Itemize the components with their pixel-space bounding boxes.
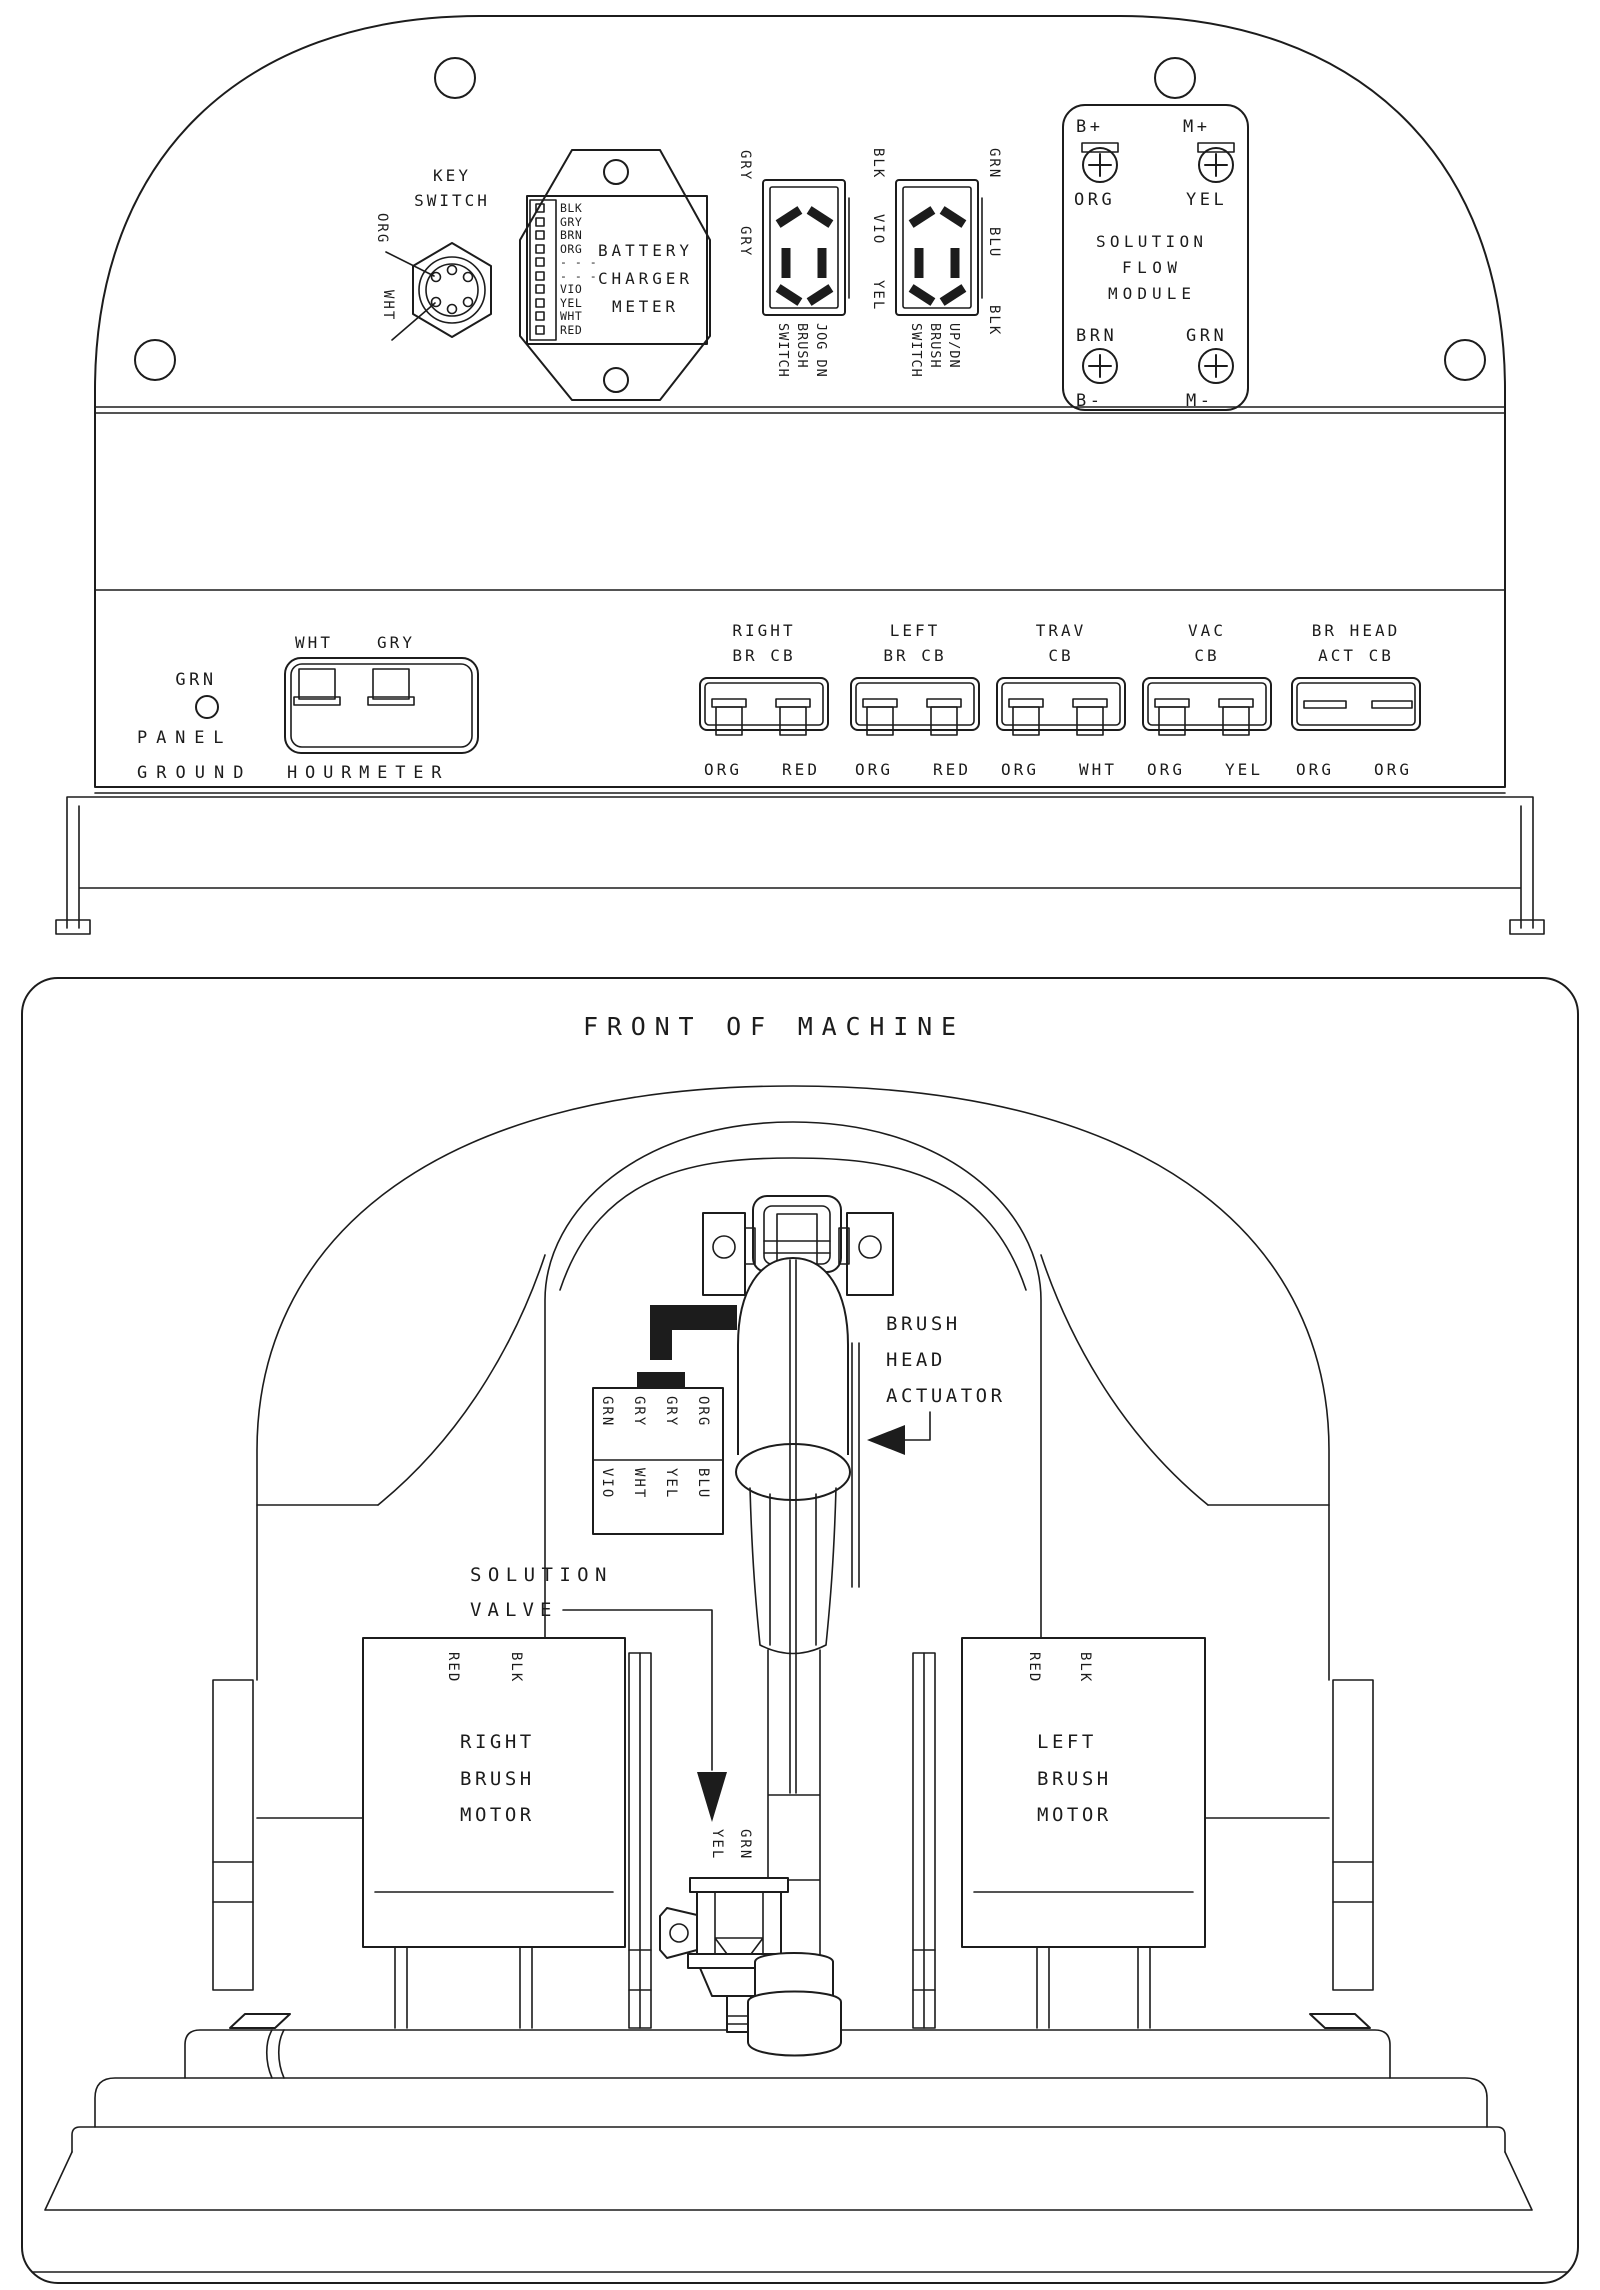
connector-stub — [637, 1372, 685, 1388]
breaker-wire-1: ORG — [1296, 760, 1334, 779]
connector-wire: GRY — [631, 1396, 647, 1428]
switch-body — [763, 180, 845, 315]
switch-wire: YEL — [870, 280, 886, 312]
meter-title-3: METER — [612, 297, 678, 316]
module-wire: BRN — [1076, 326, 1118, 346]
ground-stud — [196, 696, 218, 718]
right-brush-motor — [363, 1638, 625, 2028]
meter-pin-label: BLK — [560, 201, 583, 215]
brush-head-actuator — [593, 1196, 1006, 1958]
breaker-trav-cb — [997, 621, 1125, 779]
actuator-leader — [905, 1412, 930, 1440]
key-switch-label-1: KEY — [433, 166, 471, 185]
key-switch-wire-org: ORG — [374, 213, 390, 245]
meter-pin-label: WHT — [560, 309, 583, 323]
actuator-upper-body — [738, 1258, 848, 1455]
meter-pin-strip — [530, 200, 556, 340]
key-switch-face — [426, 264, 478, 316]
switch-name-word: BRUSH — [794, 323, 810, 369]
updn-brush-switch — [870, 148, 1002, 378]
motor-wire: BLK — [508, 1652, 524, 1684]
breaker-name-2: CB — [1048, 646, 1074, 665]
module-post: M+ — [1183, 117, 1211, 137]
actuator-callout-1: BRUSH — [886, 1313, 961, 1335]
key-switch-pin — [464, 273, 473, 282]
switch-wire: VIO — [870, 214, 886, 246]
switch-wire: GRY — [737, 150, 753, 182]
connector-wire: GRN — [599, 1396, 615, 1428]
meter-pin-contacts — [536, 204, 544, 334]
module-title-1: SOLUTION — [1096, 232, 1206, 251]
meter-pin-label: RED — [560, 323, 583, 337]
switch-name-word: UP/DN — [946, 323, 962, 369]
key-switch-wire-wht: WHT — [380, 290, 396, 322]
valve-callout-2: VALVE — [470, 1599, 555, 1621]
hourmeter-terminal — [373, 669, 409, 699]
switch-name-word: JOG DN — [813, 323, 829, 378]
connector-wire: WHT — [631, 1468, 647, 1500]
meter-pin-label: - - - — [560, 255, 598, 269]
actuator-callout-3: ACTUATOR — [886, 1385, 1006, 1407]
mounting-hole — [435, 58, 475, 98]
hourmeter-terminal — [299, 669, 335, 699]
valve-arrow — [697, 1772, 727, 1822]
switch-pins — [776, 206, 834, 306]
meter-pin-label: YEL — [560, 296, 583, 310]
breaker-vac-cb — [1143, 621, 1271, 779]
valve-wire: GRN — [737, 1829, 753, 1861]
breaker-name-1: TRAV — [1035, 621, 1087, 640]
connector-wire: VIO — [599, 1468, 615, 1500]
breaker-name-2: BR CB — [732, 646, 796, 665]
motor-wire: BLK — [1077, 1652, 1093, 1684]
meter-title-2: CHARGER — [598, 269, 692, 288]
key-switch-pin — [448, 305, 457, 314]
breaker-wire-1: ORG — [1147, 760, 1185, 779]
hourmeter-label: HOURMETER — [287, 763, 445, 783]
breaker-wire-1: ORG — [1001, 760, 1039, 779]
breaker-name-2: ACT CB — [1318, 646, 1394, 665]
connector-wire: ORG — [695, 1396, 711, 1428]
switch-pins — [909, 206, 967, 306]
ground-wire: GRN — [175, 670, 217, 690]
motor-body — [962, 1638, 1205, 1947]
meter-pin-label: ORG — [560, 242, 583, 256]
motor-wire: RED — [1026, 1652, 1042, 1684]
key-switch-pin — [432, 273, 441, 282]
hourmeter-wire: WHT — [295, 633, 333, 652]
switch-name-word: SWITCH — [775, 323, 791, 378]
meter-pin-label: - - - — [560, 269, 598, 283]
key-switch-pin — [464, 298, 473, 307]
valve-mount-ear — [660, 1908, 697, 1958]
front-of-machine-view — [22, 978, 1578, 2283]
module-title-2: FLOW — [1122, 258, 1180, 277]
connector-wire: GRY — [663, 1396, 679, 1428]
meter-pin-label: VIO — [560, 282, 583, 296]
module-wire: ORG — [1074, 190, 1116, 210]
deck-latch — [230, 2014, 290, 2028]
motor-label-1: RIGHT — [460, 1731, 535, 1753]
module-post: B+ — [1076, 117, 1104, 137]
module-wire: YEL — [1186, 190, 1228, 210]
hourmeter-wire: GRY — [377, 633, 415, 652]
breaker-br-head-act-cb — [1292, 621, 1420, 779]
breaker-name-1: LEFT — [889, 621, 941, 640]
actuator-arrow — [867, 1425, 905, 1455]
valve-wire: YEL — [709, 1829, 725, 1861]
bracket-foot — [56, 920, 90, 934]
mount-ear — [847, 1213, 893, 1295]
breaker-wire-1: ORG — [855, 760, 893, 779]
motor-label-2: BRUSH — [460, 1768, 535, 1790]
breaker-right-br-cb — [700, 621, 828, 779]
actuator-foot — [748, 1953, 841, 2056]
breaker-wire-2: ORG — [1374, 760, 1412, 779]
module-title-3: MODULE — [1108, 284, 1194, 303]
left-brush-motor — [962, 1638, 1205, 2028]
jog-dn-brush-switch — [737, 150, 849, 378]
ground-label-2: GROUND — [137, 763, 247, 783]
motor-body — [363, 1638, 625, 1947]
motor-wire: RED — [445, 1652, 461, 1684]
meter-screw-hole — [604, 368, 628, 392]
motor-label-1: LEFT — [1037, 1731, 1097, 1753]
breaker-name-1: VAC — [1188, 621, 1226, 640]
breaker-wire-1: ORG — [704, 760, 742, 779]
breaker-wire-2: YEL — [1225, 760, 1263, 779]
breaker-left-br-cb — [851, 621, 979, 779]
ground-label-1: PANEL — [137, 728, 227, 748]
actuator-harness-wire — [650, 1305, 737, 1360]
panel-ground — [137, 670, 247, 783]
switch-wire: GRY — [737, 226, 753, 258]
solution-flow-module — [1063, 105, 1248, 411]
breaker-name-2: BR CB — [883, 646, 947, 665]
breaker-name-1: BR HEAD — [1311, 621, 1401, 640]
breaker-wire-2: RED — [782, 760, 820, 779]
control-panel — [56, 16, 1544, 934]
mounting-hole — [1155, 58, 1195, 98]
valve-bracket — [697, 1892, 781, 1954]
bracket-foot — [1510, 920, 1544, 934]
switch-wire: BLU — [986, 227, 1002, 259]
mounting-hole — [135, 340, 175, 380]
valve-top-flange — [690, 1878, 788, 1892]
key-switch — [374, 166, 491, 340]
actuator-collar — [736, 1444, 850, 1500]
switch-wire: BLK — [870, 148, 886, 180]
motor-label-3: MOTOR — [1037, 1804, 1112, 1826]
deck-latch — [1310, 2014, 1370, 2028]
switch-body — [896, 180, 978, 315]
module-post: M- — [1186, 391, 1214, 411]
view-title: FRONT OF MACHINE — [583, 1012, 961, 1041]
connector-wire: YEL — [663, 1468, 679, 1500]
meter-pin-label: BRN — [560, 228, 583, 242]
meter-title-1: BATTERY — [598, 241, 692, 260]
breaker-wire-2: RED — [933, 760, 971, 779]
switch-wire: BLK — [986, 305, 1002, 337]
connector-wire: BLU — [695, 1468, 711, 1500]
switch-name-word: BRUSH — [927, 323, 943, 369]
module-post: B- — [1076, 391, 1104, 411]
meter-pin-wire-list — [560, 201, 597, 337]
panel-mounting-bracket — [56, 797, 1544, 934]
breaker-wire-2: WHT — [1079, 760, 1117, 779]
mount-ear — [703, 1213, 745, 1295]
panel-outline — [95, 16, 1505, 787]
switch-wire: GRN — [986, 148, 1002, 180]
module-wire: GRN — [1186, 326, 1228, 346]
actuator-callout-2: HEAD — [886, 1349, 946, 1371]
battery-charger-meter — [520, 150, 710, 400]
motor-label-2: BRUSH — [1037, 1768, 1112, 1790]
meter-screw-hole — [604, 160, 628, 184]
valve-callout-1: SOLUTION — [470, 1564, 610, 1586]
motor-label-3: MOTOR — [460, 1804, 535, 1826]
key-switch-pin — [448, 266, 457, 275]
breaker-name-1: RIGHT — [732, 621, 796, 640]
hourmeter — [285, 633, 478, 783]
mounting-hole — [1445, 340, 1485, 380]
view-border — [22, 978, 1578, 2283]
meter-pin-label: GRY — [560, 215, 583, 229]
breaker-name-2: CB — [1194, 646, 1220, 665]
key-switch-label-2: SWITCH — [414, 191, 490, 210]
switch-name-word: SWITCH — [908, 323, 924, 378]
